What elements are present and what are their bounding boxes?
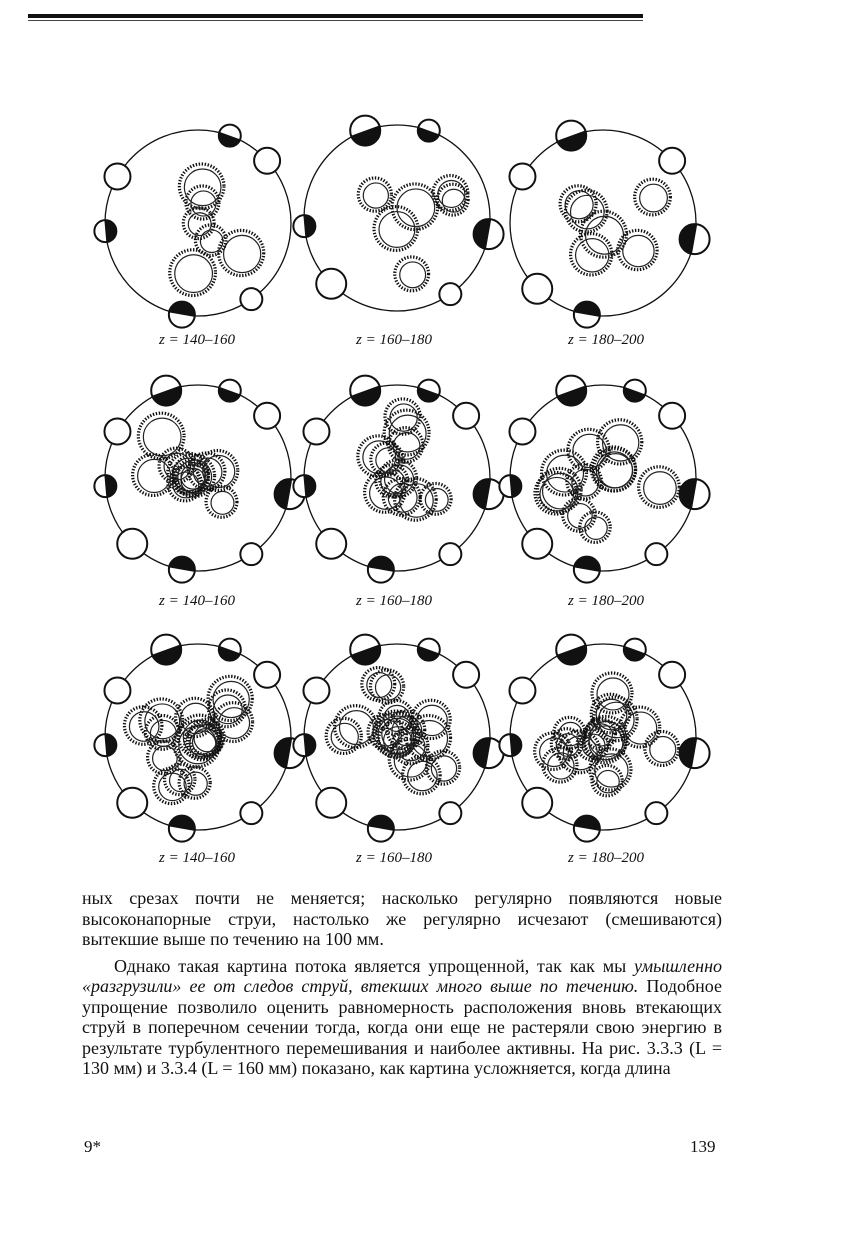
boundary-jet-shade [104, 474, 117, 497]
boundary-jet-ring [240, 802, 262, 824]
boundary-jet-ring [509, 164, 535, 190]
boundary-jet-ring [509, 678, 535, 704]
jet-ring-inner [400, 262, 426, 288]
jet-ring-hatched [335, 706, 377, 748]
page-number: 139 [690, 1137, 716, 1156]
boundary-jet-ring [104, 164, 130, 190]
boundary-jet-shade [509, 474, 522, 497]
jet-ring-inner [623, 235, 654, 266]
boundary-jet-ring [104, 419, 130, 445]
jet-ring-inner [129, 712, 159, 742]
caption-row2-col2: z = 160–180 [356, 593, 432, 609]
jet-ring-inner [568, 504, 593, 529]
caption-row1-col2: z = 160–180 [356, 332, 432, 348]
boundary-jet-ring [522, 274, 552, 304]
caption-row3-col3: z = 180–200 [568, 850, 644, 866]
boundary-jet-ring [254, 148, 280, 174]
caption-row2-col1: z = 140–160 [159, 593, 235, 609]
jet-ring-inner [363, 183, 388, 208]
boundary-jet-ring [316, 788, 346, 818]
boundary-jet-ring [439, 802, 461, 824]
boundary-jet-ring [303, 419, 329, 445]
jet-ring-inner [442, 189, 465, 212]
jet-ring-inner [640, 184, 668, 212]
cross-section-panel [293, 635, 503, 842]
jet-ring-inner [644, 472, 677, 505]
boundary-jet-ring [439, 283, 461, 305]
body-text [82, 888, 722, 1079]
paragraph-2-start: Однако такая картина потока является упрощенной, так как мы [114, 955, 635, 976]
paragraph-2-italic: умышленно «разгрузили» ее от следов струй, втекших много выше по течению. [82, 955, 722, 996]
jet-ring-hatched [566, 190, 608, 232]
boundary-jet-ring [240, 543, 262, 565]
jet-ring-inner [597, 770, 619, 792]
boundary-jet-ring [303, 678, 329, 704]
jet-ring-inner [138, 459, 171, 492]
jet-ring-hatched [639, 467, 680, 508]
boundary-jet-shade [303, 214, 316, 237]
cross-section-panel [293, 376, 503, 583]
boundary-jet-ring [254, 403, 280, 429]
jet-ring-inner [597, 678, 629, 710]
boundary-jet-ring [522, 529, 552, 559]
boundary-jet-shade [104, 219, 117, 242]
cross-section-panel [293, 116, 503, 311]
cross-section-panel [499, 376, 709, 583]
jet-ring-inner [397, 189, 435, 227]
jet-ring-inner [153, 746, 178, 771]
jet-ring-inner [625, 712, 657, 744]
jet-ring-hatched [170, 250, 216, 296]
jet-ring-inner [438, 181, 465, 208]
caption-row1-col1: z = 140–160 [159, 332, 235, 348]
boundary-jet-shade [303, 474, 316, 497]
caption-row2-col3: z = 180–200 [568, 593, 644, 609]
boundary-jet-ring [316, 269, 346, 299]
paragraph-1: ных срезах почти не меняется; насколько регулярно появляются новые высоконапорные струи, настолько же регулярно исчезают (смешиваются) вытекшие выше по течению на 100 мм. [82, 888, 722, 949]
jet-ring-hatched [138, 413, 184, 459]
boundary-jet-ring [659, 662, 685, 688]
jet-ring-hatched [590, 749, 631, 790]
boundary-jet-ring [439, 543, 461, 565]
caption-row3-col1: z = 140–160 [159, 850, 235, 866]
jet-ring-hatched [219, 230, 264, 275]
boundary-jet-ring [254, 662, 280, 688]
boundary-jet-ring [104, 678, 130, 704]
boundary-jet-shade [104, 733, 117, 756]
cross-section-panel [499, 635, 709, 842]
cross-section-panel [509, 121, 709, 328]
jet-ring-inner [224, 235, 261, 272]
jet-ring-inner [211, 491, 234, 514]
caption-row3-col2: z = 160–180 [356, 850, 432, 866]
jet-ring-inner [576, 239, 609, 272]
cross-section-panel [94, 635, 304, 842]
jet-ring-inner [159, 773, 186, 800]
boundary-jet-shade [303, 733, 316, 756]
boundary-jet-ring [645, 802, 667, 824]
boundary-jet-ring [659, 403, 685, 429]
cross-section-panel [94, 376, 304, 583]
boundary-jet-ring [117, 788, 147, 818]
boundary-jet-ring [645, 543, 667, 565]
signature-mark: 9* [84, 1137, 101, 1156]
jet-ring-hatched [208, 676, 252, 720]
jet-ring-inner [367, 673, 392, 698]
boundary-jet-ring [316, 529, 346, 559]
jet-ring-inner [379, 212, 415, 248]
boundary-jet-ring [117, 529, 147, 559]
jet-ring-inner [175, 255, 213, 293]
paragraph-2-end: Подобное упрощение позволило оценить равномерность расположения вновь втекающих струй в поперечном сечении тогда, когда они еще не растеряли свою энергию в результате турбулентного перемешивания и наиболее активны. На рис. 3.3.3 (L = 130 мм) и 3.3.4 (L = 160 мм) показано, как картина усложняется, когда длина [82, 976, 722, 1078]
jet-ring-inner [375, 675, 400, 700]
jet-ring-inner [143, 418, 181, 456]
boundary-jet-ring [522, 788, 552, 818]
boundary-jet-ring [659, 148, 685, 174]
caption-row1-col3: z = 180–200 [568, 332, 644, 348]
boundary-jet-ring [240, 288, 262, 310]
boundary-jet-ring [453, 403, 479, 429]
boundary-jet-ring [509, 419, 535, 445]
boundary-jet-shade [509, 733, 522, 756]
jet-ring-inner [598, 454, 632, 488]
jet-ring-hatched [568, 429, 609, 470]
cross-section-panel [94, 125, 291, 328]
jet-ring-hatched [593, 449, 635, 491]
boundary-jet-ring [453, 662, 479, 688]
paragraph-2 [82, 956, 722, 1079]
jet-ring-inner [411, 720, 447, 756]
